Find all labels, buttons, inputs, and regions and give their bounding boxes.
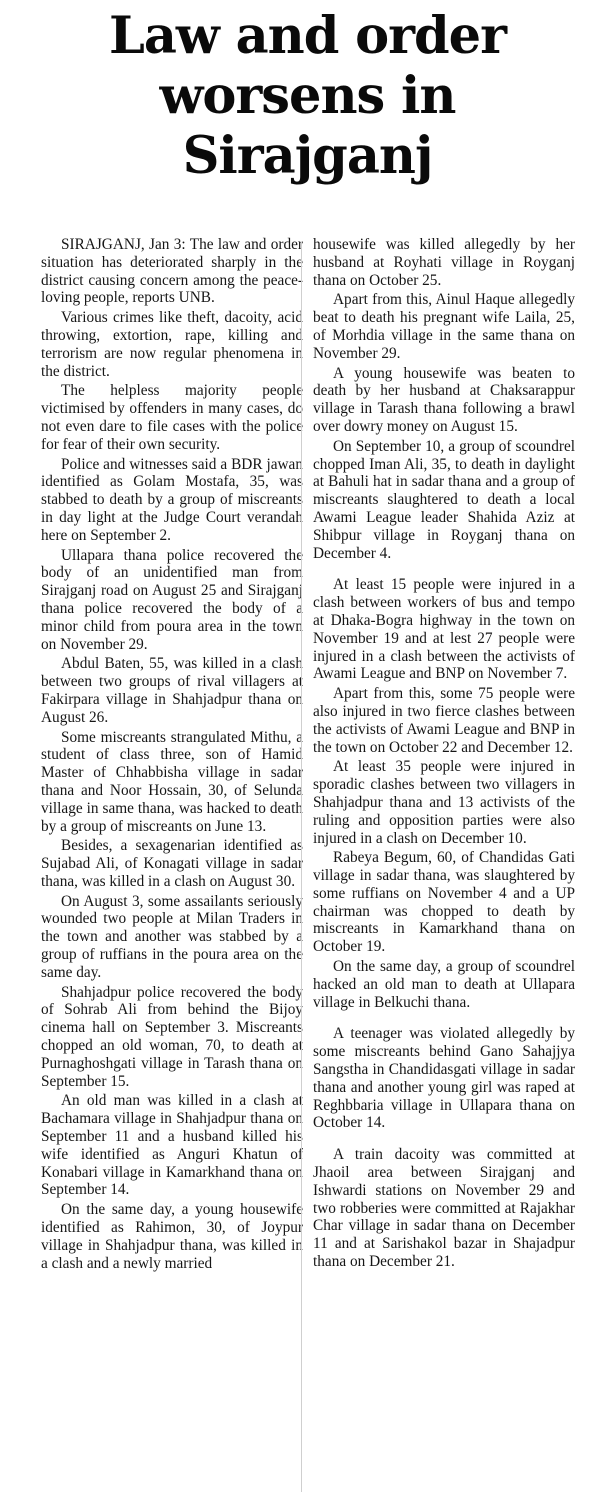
paragraph: On the same day, a young housewife identified as Rahimon, 30, of Joypur village in Shahjadpur thana, was killed in a clash and a newly married — [41, 1201, 303, 1272]
paragraph: The helpless majority people victimised by offenders in many cases, do not even dare to file cases with the police for fear of their own security. — [41, 382, 303, 453]
paragraph: SIRAJGANJ, Jan 3: The law and order situation has deteriorated sharply in the district causing concern among the peace-loving people, reports UNB. — [41, 236, 303, 307]
paragraph: A teenager was violated allegedly by some miscreants behind Gano Sahajjya Sangstha in Chandidasgati village in sadar thana and another young girl was raped at Reghbbaria village in Ullapara thana on October 14. — [313, 1025, 575, 1132]
headline-line-2: worsens in — [159, 66, 456, 126]
paragraph: Besides, a sexagenarian identified as Sujabad Ali, of Konagati village in sadar thana, was killed in a clash on August 30. — [41, 837, 303, 890]
paragraph: Shahjadpur police recovered the body of Sohrab Ali from behind the Bijoy cinema hall on September 3. Miscreants chopped an old woman, 70, to death at Purnaghoshgati village in Tarash thana on September 15. — [41, 983, 303, 1090]
right-column — [313, 236, 575, 1273]
column-divider — [301, 242, 302, 1492]
headline-line-1: Law and order — [109, 6, 506, 66]
paragraph: Rabeya Begum, 60, of Chandidas Gati village in sadar thana, was slaughtered by some ruffians on November 4 and a UP chairman was chopped to death by miscreants in Kamarkhand thana on October 19. — [313, 849, 575, 956]
paragraph: Ullapara thana police recovered the body of an unidentified man from Sirajganj road on August 25 and Sirajganj thana police recovered the body of a minor child from poura area in the town on November 29. — [41, 546, 303, 653]
paragraph: housewife was killed allegedly by her husband at Royhati village in Royganj thana on October 25. — [313, 236, 575, 289]
paragraph: Apart from this, some 75 people were also injured in two fierce clashes between the activists of Awami League and BNP in the town on October 22 and December 12. — [313, 685, 575, 756]
paragraph: A young housewife was beaten to death by her husband at Chaksarappur village in Tarash thana following a brawl over dowry money on August 15. — [313, 364, 575, 435]
paragraph: Abdul Baten, 55, was killed in a clash between two groups of rival villagers at Fakirpara village in Shahjadpur thana on August 26. — [41, 655, 303, 726]
paragraph: A train dacoity was committed at Jhaoil area between Sirajganj and Ishwardi stations on November 29 and two robberies were committed at Rajakhar Char village in sadar thana on December 11 and at Sarishakol bazar in Shajadpur thana on December 21. — [313, 1146, 575, 1271]
paragraph: Some miscreants strangulated Mithu, a student of class three, son of Hamid Master of Chhabbisha village in sadar thana and Noor Hossain, 30, of Selunda village in same thana, was hacked to death by a group of miscreants on June 13. — [41, 728, 303, 835]
left-column — [41, 236, 303, 1274]
headline-line-3: Sirajganj — [182, 126, 433, 186]
headline — [0, 0, 615, 186]
paragraph: On August 3, some assailants seriously wounded two people at Milan Traders in the town and another was stabbed by a group of ruffians in the poura area on the same day. — [41, 892, 303, 981]
paragraph: On the same day, a group of scoundrel hacked an old man to death at Ullapara village in Belkuchi thana. — [313, 958, 575, 1011]
paragraph: On September 10, a group of scoundrel chopped Iman Ali, 35, to death in daylight at Bahuli hat in sadar thana and a group of miscreants slaughtered to death a local Awami League leader Shahida Aziz at Shibpur village in Royganj thana on December 4. — [313, 437, 575, 562]
paragraph: Various crimes like theft, dacoity, acid throwing, extortion, rape, killing and terrorism are now regular phenomena in the district. — [41, 309, 303, 380]
paragraph: At least 15 people were injured in a clash between workers of bus and tempo at Dhaka-Bogra highway in the town on November 19 and at lest 27 people were injured in a clash between the activists of Awami League and BNP on November 7. — [313, 576, 575, 683]
article-body — [0, 236, 615, 1501]
paragraph: Apart from this, Ainul Haque allegedly beat to death his pregnant wife Laila, 25, of Morhdia village in the same thana on November 29. — [313, 291, 575, 362]
paragraph: At least 35 people were injured in sporadic clashes between two villagers in Shahjadpur thana and 13 activists of the ruling and opposition parties were also injured in a clash on December 10. — [313, 758, 575, 847]
paragraph: An old man was killed in a clash at Bachamara village in Shahjadpur thana on September 11 and a husband killed his wife identified as Anguri Khatun of Konabari village in Kamarkhand thana on September 14. — [41, 1092, 303, 1199]
paragraph: Police and witnesses said a BDR jawan identified as Golam Mostafa, 35, was stabbed to death by a group of miscreants in day light at the Judge Court verandah here on September 2. — [41, 455, 303, 544]
